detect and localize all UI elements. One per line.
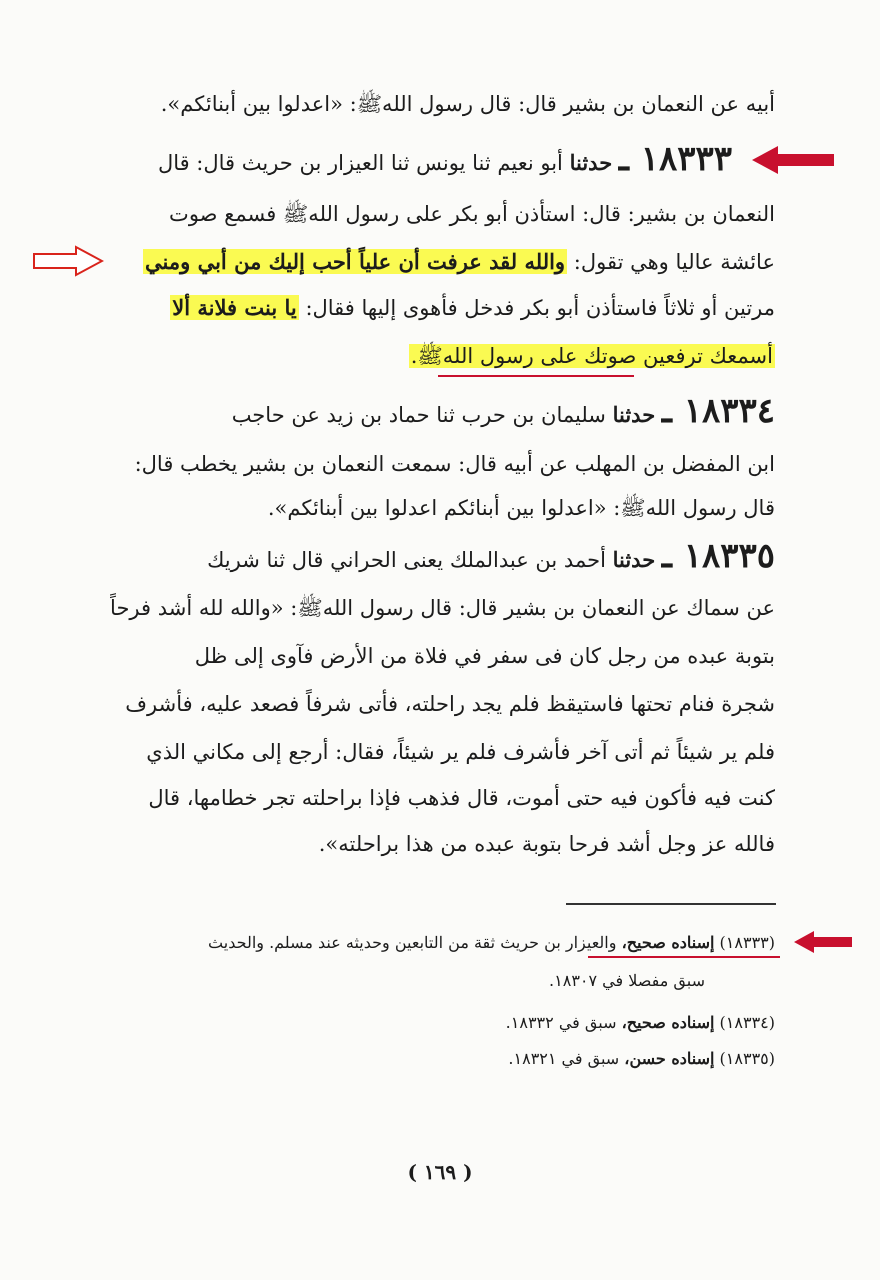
text-line-14 <box>146 734 775 770</box>
footnote-text: سبق في ١٨٣٣٢. <box>505 1013 617 1032</box>
text-line-13 <box>125 686 775 722</box>
red-underline <box>588 956 780 958</box>
outline-arrow-icon <box>32 245 104 277</box>
footnote-18334 <box>506 1010 775 1036</box>
red-arrow-icon <box>752 144 836 176</box>
hadith-number: ١٨٣٣٣ ـ <box>618 139 732 179</box>
footnote-18333-cont <box>549 968 705 994</box>
text-content: أبيه عن النعمان بن بشير قال: قال رسول اللهﷺ: «اعدلوا بين أبنائكم». <box>160 92 775 116</box>
highlighted-quote: والله لقد عرفت أن علياً أحب إليك من أبي ومني <box>145 249 566 274</box>
text-line-3 <box>169 196 775 232</box>
text-content: كنت فيه فأكون فيه حتى أموت، قال فذهب فإذا براحلته تجر خطامها، قال <box>148 786 775 810</box>
hadith-number: ١٨٣٣٤ ـ <box>661 391 775 431</box>
text-content: قال رسول اللهﷺ: «اعدلوا بين أبنائكم اعدلوا بين أبنائكم». <box>267 496 775 520</box>
text-content: النعمان بن بشير: قال: استأذن أبو بكر على رسول اللهﷺ فسمع صوت <box>169 202 775 226</box>
text-content: أحمد بن عبدالملك يعنى الحراني قال ثنا شريك <box>207 548 606 572</box>
footnote-number: (١٨٣٣٥) <box>719 1049 775 1068</box>
footnote-18335 <box>508 1046 775 1072</box>
text-content: ابن المفضل بن المهلب عن أبيه قال: سمعت النعمان بن بشير يخطب قال: <box>134 452 775 476</box>
footnote-grade: إسناده صحيح، <box>621 933 715 952</box>
text-line-5 <box>170 290 775 326</box>
hadith-lead-word: حدثنا <box>612 402 656 427</box>
text-content: عائشة عاليا وهي تقول: <box>573 250 775 274</box>
red-arrow-icon <box>794 929 854 955</box>
text-content: سليمان بن حرب ثنا حماد بن زيد عن حاجب <box>231 403 606 427</box>
footnote-text: سبق مفصلا في ١٨٣٠٧. <box>549 971 705 990</box>
text-line-1 <box>161 86 775 122</box>
text-line-12 <box>195 638 775 674</box>
footnote-number: (١٨٣٣٤) <box>719 1013 775 1032</box>
hadith-18333-heading <box>158 138 732 180</box>
text-content: أبو نعيم ثنا يونس ثنا العيزار بن حريث قال: قال <box>157 151 563 175</box>
footnote-grade: إسناده حسن، <box>624 1049 715 1068</box>
text-line-15 <box>148 780 775 816</box>
footnote-divider <box>566 903 776 905</box>
text-line-16 <box>319 826 775 862</box>
hadith-lead-word: حدثنا <box>612 547 656 572</box>
text-content: فلم ير شيئاً ثم أتى آخر فأشرف فلم ير شيئاً، فقال: أرجع إلى مكاني الذي <box>146 740 775 764</box>
footnote-18333 <box>208 930 775 956</box>
highlighted-quote: يا بنت فلانة ألا <box>172 295 297 320</box>
footnote-text: سبق في ١٨٣٢١. <box>508 1049 620 1068</box>
footnote-text: والعيزار بن حريث ثقة من التابعين وحديثه عند مسلم. والحديث <box>208 933 617 952</box>
page-number: ( ١٦٩ ) <box>407 1160 473 1184</box>
text-content: فالله عز وجل أشد فرحا بتوبة عبده من هذا براحلته». <box>318 832 775 856</box>
text-line-9 <box>268 490 775 526</box>
hadith-lead-word: حدثنا <box>569 150 613 175</box>
text-content: بتوبة عبده من رجل كان فى سفر في فلاة من الأرض فآوى إلى ظل <box>194 644 775 668</box>
red-underline <box>438 375 634 377</box>
footnote-grade: إسناده صحيح، <box>621 1013 715 1032</box>
highlighted-quote: أسمعك ترفعين صوتك على رسول اللهﷺ. <box>410 344 773 368</box>
text-line-8 <box>135 446 775 482</box>
text-line-11 <box>110 590 775 626</box>
hadith-number: ١٨٣٣٥ ـ <box>661 536 775 576</box>
footnote-number: (١٨٣٣٣) <box>719 933 775 952</box>
text-content: شجرة فنام تحتها فاستيقظ فلم يجد راحلته، فأتى شرفاً فصعد عليه، فأشرف <box>125 692 775 716</box>
hadith-18334-heading <box>232 390 775 432</box>
text-content: مرتين أو ثلاثاً فاستأذن أبو بكر فدخل فأهوى إليها فقال: <box>305 296 775 320</box>
text-line-6 <box>409 338 775 374</box>
text-line-4 <box>143 244 775 280</box>
text-content: عن سماك عن النعمان بن بشير قال: قال رسول اللهﷺ: «والله لله أشد فرحاً <box>110 596 775 620</box>
hadith-18335-heading <box>207 535 775 577</box>
